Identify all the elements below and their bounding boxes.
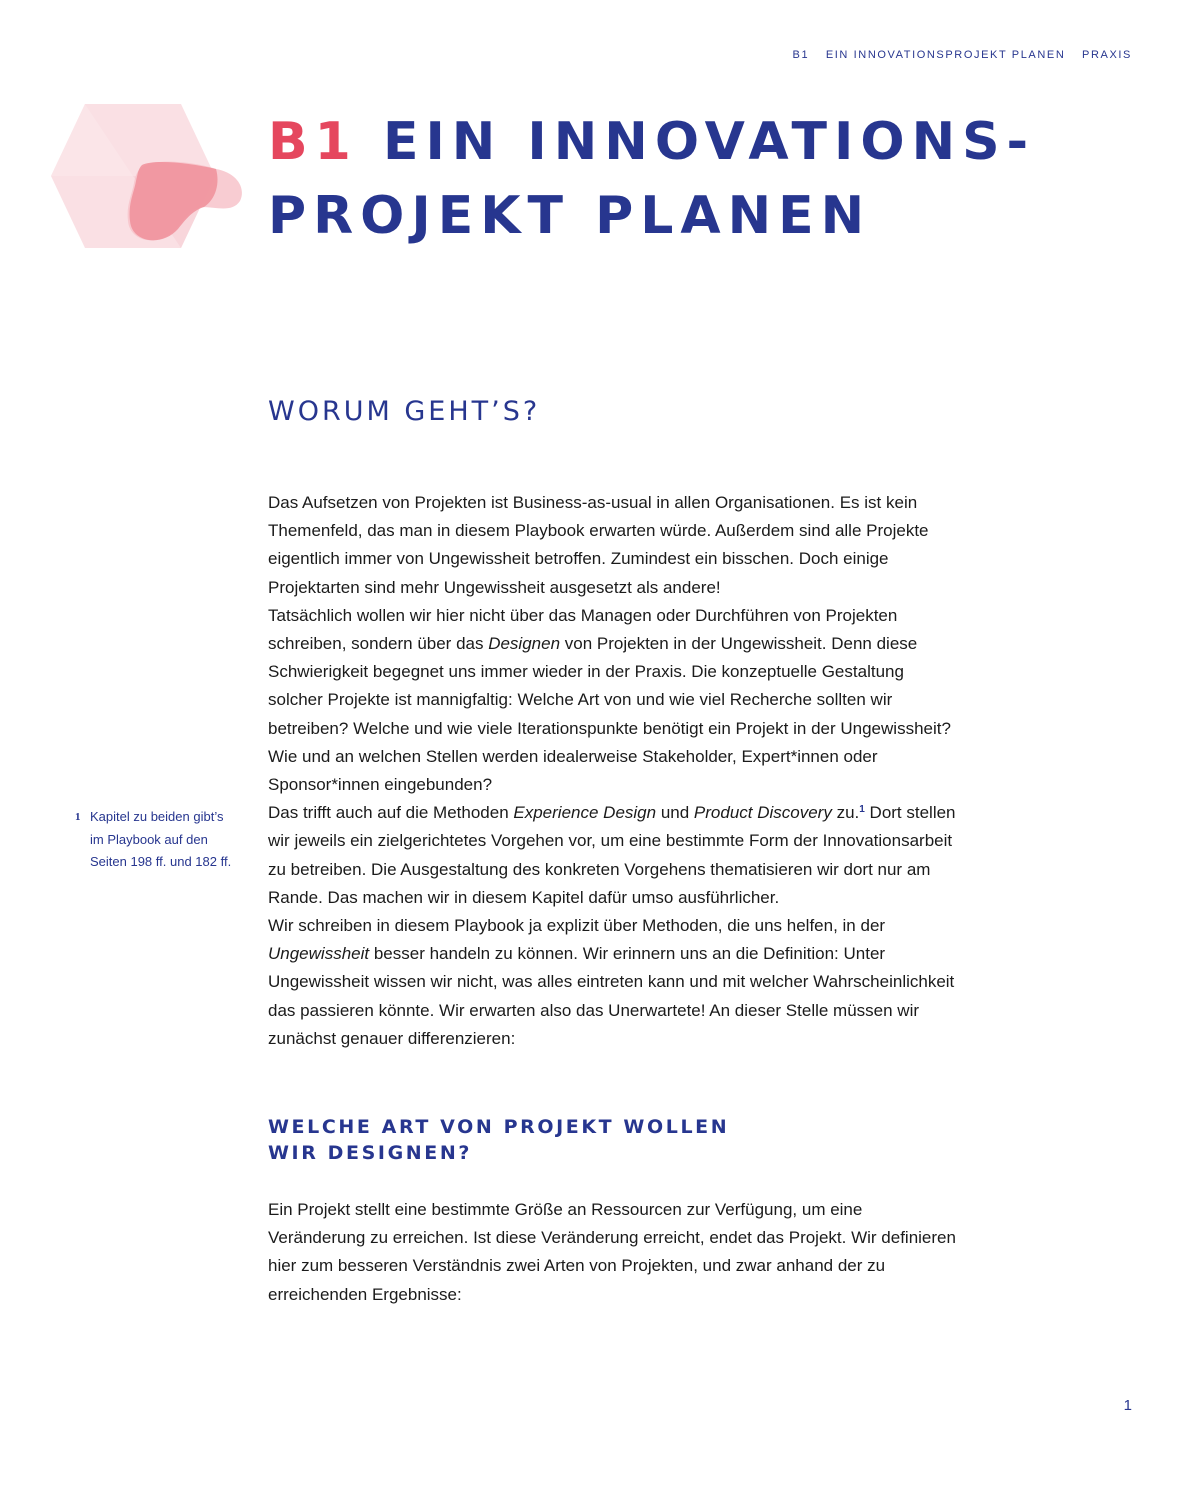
- chapter-number: B1: [268, 112, 358, 172]
- chapter-title-line-1: [268, 105, 1035, 179]
- paragraph-3-emphasis-1: Experience Design: [513, 803, 657, 823]
- chapter-title-line-2: PROJEKT PLANEN: [268, 186, 872, 246]
- paragraph-3-text-a: Das trifft auch auf die Methoden: [268, 803, 514, 823]
- paragraph-3-text-c: zu.: [831, 803, 860, 823]
- paragraph-3: [268, 799, 958, 912]
- paragraph-2-emphasis: Designen: [488, 634, 561, 654]
- sidenote: [75, 806, 240, 874]
- running-head-chapter: B1: [792, 49, 810, 61]
- running-head-section: PRAXIS: [1082, 49, 1132, 61]
- footnote-reference[interactable]: 1: [859, 804, 865, 816]
- running-head-title: EIN INNOVATIONSPROJEKT PLANEN: [825, 49, 1066, 61]
- paragraph-2-text-b: von Projekten in der Ungewissheit. Denn diese Schwierigkeit begegnet uns immer wieder in der Praxis. Die konzeptuelle Gestaltung solcher Projekte ist mannigfaltig: Welche Art von und wie viel Recherche sollten wir betreiben? Welche und wie viele Iterationspunkte benötigt ein Projekt in der Ungewissheit? Wie und an welchen Stellen werden idealerweise Stakeholder, Expert*innen oder Sponsor*innen eingebunden?: [268, 634, 951, 795]
- paragraph-5: Ein Projekt stellt eine bestimmte Größe an Ressourcen zur Verfügung, um eine Veränderung zu erreichen. Ist diese Veränderung erreicht, endet das Projekt. Wir definieren hier zum besseren Verständnis zwei Arten von Projekten, und zwar anhand der zu erreichenden Ergebnisse:: [268, 1200, 956, 1304]
- sidenote-text: Kapitel zu beiden gibt’s im Playbook auf den Seiten 198 ff. und 182 ff.: [90, 809, 232, 869]
- secondary-body-text: [268, 1196, 958, 1309]
- page-number: 1: [1123, 1397, 1132, 1414]
- chapter-title: [268, 105, 1035, 253]
- paragraph-2: [268, 602, 958, 799]
- paragraph-4-text-a: Wir schreiben in diesem Playbook ja explizit über Methoden, die uns helfen, in der: [268, 916, 886, 936]
- subheading: [268, 1114, 729, 1166]
- running-head: [793, 49, 1132, 61]
- subheading-line-1: WELCHE ART VON PROJEKT WOLLEN: [268, 1116, 730, 1138]
- paragraph-2-text-a: Tatsächlich wollen wir hier nicht über das Managen oder Durchführen von Projekten schreiben, sondern über das: [268, 605, 898, 654]
- chapter-title-part-1: EIN INNOVATIONS-: [382, 112, 1036, 172]
- subheading-line-2: WIR DESIGNEN?: [268, 1142, 472, 1164]
- sidenote-number: 1: [75, 811, 81, 823]
- paragraph-4: [268, 912, 958, 1053]
- paragraph-4-text-b: besser handeln zu können. Wir erinnern uns an die Definition: Unter Ungewissheit wissen wir nicht, was alles eintreten kann und mit welcher Wahrscheinlichkeit das passieren könnte. Wir erwarten also das Unerwartete! An dieser Stelle müssen wir zunächst genauer differenzieren:: [268, 944, 955, 1048]
- paragraph-1: Das Aufsetzen von Projekten ist Business-as-usual in allen Organisationen. Es ist kein Themenfeld, das man in diesem Playbook erwarten würde. Außerdem sind alle Projekte eigentlich immer von Ungewissheit betroffen. Zumindest ein bisschen. Doch einige Projektarten sind mehr Ungewissheit ausgesetzt als andere!: [268, 493, 929, 597]
- paragraph-4-emphasis: Ungewissheit: [268, 944, 370, 964]
- paragraph-3-emphasis-2: Product Discovery: [693, 803, 832, 823]
- main-body-text: [268, 489, 958, 1053]
- paragraph-3-text-b: und: [656, 803, 694, 823]
- section-heading: WORUM GEHT’S?: [268, 396, 541, 427]
- paragraph-3-text-d: Dort stellen wir jeweils ein zielgerichtetes Vorgehen vor, um eine bestimmte Form der Innovationsarbeit zu betreiben. Die Ausgestaltung des konkreten Vorgehens thematisieren wir dort nur am Rande. Das machen wir in diesem Kapitel dafür umso ausführlicher.: [268, 803, 956, 907]
- chapter-logo-icon: [50, 103, 246, 249]
